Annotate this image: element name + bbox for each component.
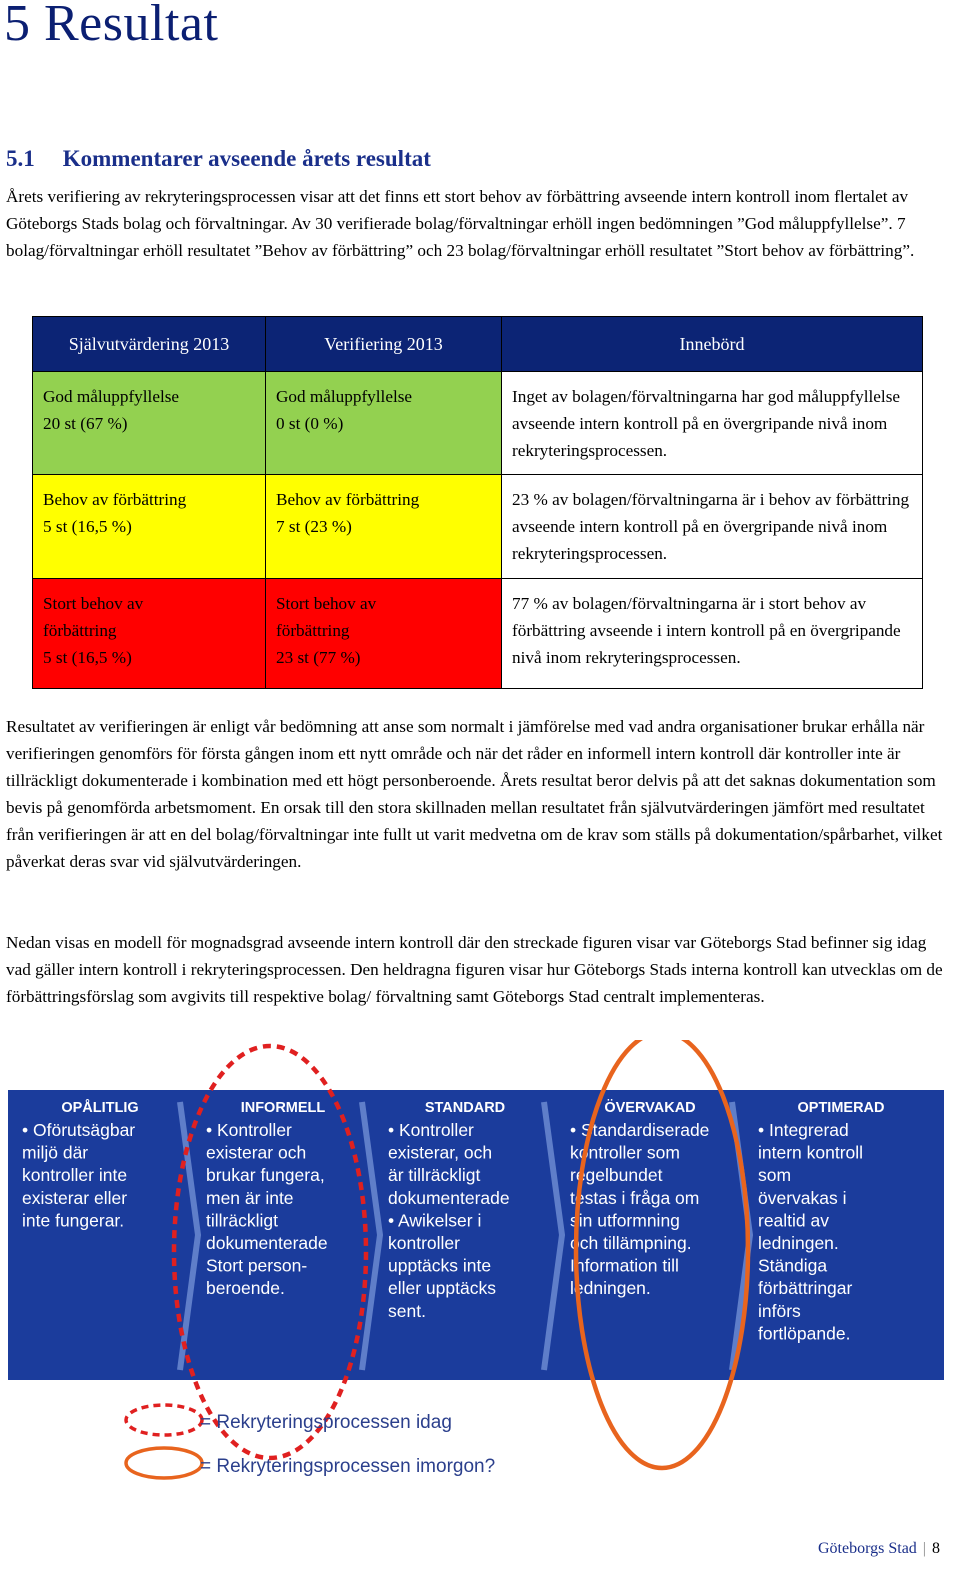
stage-text-line: • Standardiserade bbox=[570, 1120, 710, 1140]
footer-org: Göteborgs Stad bbox=[817, 1540, 917, 1557]
stage-text-line: beroende. bbox=[206, 1278, 285, 1299]
stage-text-line: dokumenterade bbox=[388, 1187, 510, 1208]
stage-text-line: Stort person- bbox=[206, 1255, 308, 1276]
cell-label: God måluppfyllelse bbox=[276, 387, 413, 406]
footer-separator: | bbox=[918, 1540, 930, 1557]
stage-text-line: • Oförutsägbar bbox=[22, 1120, 136, 1140]
cell-value: 5 st (16,5 %) bbox=[43, 648, 132, 667]
stage-title: OPÅLITLIG bbox=[61, 1100, 139, 1116]
cell-value: 23 st (77 %) bbox=[276, 648, 361, 667]
stage-title: ÖVERVAKAD bbox=[604, 1100, 696, 1116]
stage-text-line: Information till bbox=[570, 1255, 679, 1276]
page-number: 8 bbox=[932, 1540, 940, 1557]
stage-text-line: sent. bbox=[388, 1300, 426, 1321]
page-footer bbox=[818, 1540, 940, 1558]
header-verification: Verifiering 2013 bbox=[266, 317, 502, 372]
stage-text-line: brukar fungera, bbox=[206, 1165, 325, 1186]
stage-text-line: • Integrerad bbox=[758, 1120, 849, 1140]
stage-text-line: övervakas i bbox=[758, 1187, 847, 1208]
stage-text-line: existerar och bbox=[206, 1142, 307, 1163]
stage-text-line: och tillämpning. bbox=[570, 1233, 692, 1253]
stage-text-line: ledningen. bbox=[570, 1278, 651, 1299]
intro-paragraph: Årets verifiering av rekryteringsprocessen visar att det finns ett stort behov av förbättring avseende intern kontroll inom flertalet av Göteborgs Stads bolag och förvaltningar. Av 30 verifierade bolag/förvaltningar erhöll ingen bedömningen ”God måluppfyllelse”. 7 bolag/förvaltningar erhöll resultatet ”Behov av förbättring” och 23 bolag/förvaltningar erhöll resultatet ”Stort behov av förbättring”. bbox=[6, 187, 915, 260]
self-eval-cell bbox=[33, 579, 266, 689]
stage-text-line: existerar eller bbox=[22, 1187, 128, 1208]
stage-text-line: testas i fråga om bbox=[570, 1187, 700, 1208]
stage-text-line: existerar, och bbox=[388, 1142, 493, 1163]
stage-text-line: som bbox=[758, 1165, 792, 1186]
cell-value: 0 st (0 %) bbox=[276, 414, 344, 433]
table-row bbox=[33, 475, 923, 579]
legend-dashed-oval-icon bbox=[126, 1405, 202, 1435]
stage-text-line: miljö där bbox=[22, 1142, 89, 1163]
result-paragraph: Resultatet av verifieringen är enligt vår bedömning att anse som normalt i jämförelse med vad andra organisationer brukar erhålla när verifieringen genomförs för första gången inom ett nytt område och när det råder en informell intern kontroll där kontroller inte är tillräckligt dokumenterade i kombination med ett högt personberoende. Årets resultat beror delvis på att det saknas dokumentation som bevis på genomförda arbetsmoment. En orsak till den stora skillnaden mellan resultatet från självutvärderingen jämfört med resultatet från verifieringen är att en del bolag/förvaltningar inte fullt ut varit medvetna om de krav som ställs på dokumentation/spårbarhet, vilket påverkat deras svar vid självutvärderingen. bbox=[6, 717, 943, 871]
cell-label: Behov av förbättring bbox=[276, 490, 420, 509]
meaning-cell: 77 % av bolagen/förvaltningarna är i stort behov av förbättring avseende i intern kontroll på en övergripande nivå inom rekryteringsprocessen. bbox=[502, 579, 923, 689]
stage-text-line: sin utformning bbox=[570, 1210, 680, 1231]
verification-cell bbox=[266, 372, 502, 475]
stage-text-line: • Kontroller bbox=[206, 1120, 292, 1140]
stage-text-line: upptäcks inte bbox=[388, 1255, 492, 1276]
header-self-eval: Självutvärdering 2013 bbox=[33, 317, 266, 372]
stage-text-line: ledningen. bbox=[758, 1233, 839, 1253]
header-meaning: Innebörd bbox=[502, 317, 923, 372]
stage-text-line: tillräckligt bbox=[206, 1210, 278, 1231]
table-row bbox=[33, 372, 923, 475]
verification-cell bbox=[266, 579, 502, 689]
stage-text-line: • Awikelser i bbox=[388, 1210, 482, 1231]
stage-text-line: förbättringar bbox=[758, 1278, 853, 1299]
self-eval-cell bbox=[33, 475, 266, 579]
results-table bbox=[32, 316, 923, 689]
legend-solid-oval-icon bbox=[126, 1448, 202, 1478]
stage-text-line: kontroller bbox=[388, 1233, 460, 1253]
stage-text-line: Ständiga bbox=[758, 1255, 828, 1276]
section-title bbox=[6, 146, 431, 172]
stage-text-line: införs bbox=[758, 1300, 801, 1321]
cell-value: 7 st (23 %) bbox=[276, 517, 352, 536]
cell-value: 20 st (67 %) bbox=[43, 414, 128, 433]
page-heading: 5 Resultat bbox=[4, 0, 219, 52]
self-eval-cell bbox=[33, 372, 266, 475]
legend-dashed-label: = Rekryteringsprocessen idag bbox=[200, 1412, 452, 1433]
stage-title: STANDARD bbox=[424, 1100, 506, 1116]
stage-text-line: kontroller som bbox=[570, 1142, 680, 1163]
stage-title: OPTIMERAD bbox=[797, 1100, 885, 1116]
stage-text-line: inte fungerar. bbox=[22, 1210, 125, 1231]
stage-text-line: eller upptäcks bbox=[388, 1278, 496, 1299]
stage-text-line: regelbundet bbox=[570, 1165, 663, 1186]
table-header-row bbox=[33, 317, 923, 372]
cell-label: Stort behov av förbättring bbox=[43, 594, 144, 640]
stage-text-line: • Kontroller bbox=[388, 1120, 474, 1140]
stage-text-line: är tillräckligt bbox=[388, 1165, 481, 1186]
section-title-text: Kommentarer avseende årets resultat bbox=[62, 146, 431, 171]
model-intro-paragraph: Nedan visas en modell för mognadsgrad avseende intern kontroll där den streckade figuren visar var Göteborgs Stad befinner sig idag vad gäller intern kontroll i rekryteringsprocessen. Den heldragna figuren visar hur Göteborgs Stads interna kontroll kan utvecklas om de förbättringsförslag som avgivits till respektive bolag/ förvaltning samt Göteborgs Stad centralt implementeras. bbox=[6, 933, 943, 1006]
cell-label: God måluppfyllelse bbox=[43, 387, 180, 406]
stage-text-line: kontroller inte bbox=[22, 1165, 128, 1186]
cell-value: 5 st (16,5 %) bbox=[43, 517, 132, 536]
maturity-model-svg bbox=[0, 1040, 960, 1480]
table-row bbox=[33, 579, 923, 689]
verification-cell bbox=[266, 475, 502, 579]
meaning-cell: 23 % av bolagen/förvaltningarna är i behov av förbättring avseende intern kontroll på en övergripande nivå inom rekryteringsprocessen. bbox=[502, 475, 923, 579]
cell-label: Behov av förbättring bbox=[43, 490, 187, 509]
stage-text-line: men är inte bbox=[206, 1187, 294, 1208]
stage-text-line: fortlöpande. bbox=[758, 1323, 851, 1344]
legend-solid-label: = Rekryteringsprocessen imorgon? bbox=[200, 1456, 496, 1477]
stage-text-line: realtid av bbox=[758, 1210, 830, 1231]
stage-text-line: dokumenterade bbox=[206, 1233, 328, 1253]
meaning-cell: Inget av bolagen/förvaltningarna har god måluppfyllelse avseende intern kontroll på en övergripande nivå inom rekryteringsprocessen. bbox=[502, 372, 923, 475]
stage-text-line: intern kontroll bbox=[758, 1142, 864, 1163]
stage-title: INFORMELL bbox=[240, 1100, 326, 1116]
section-number: 5.1 bbox=[6, 146, 35, 171]
maturity-model-figure bbox=[0, 1040, 960, 1480]
cell-label: Stort behov av förbättring bbox=[276, 594, 377, 640]
